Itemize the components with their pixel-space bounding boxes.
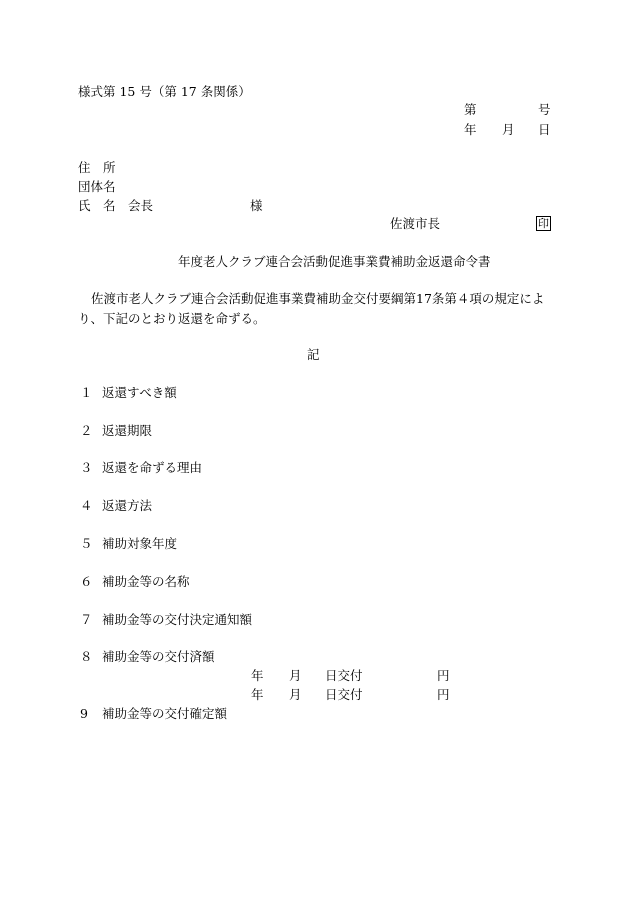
- payment-month: 月: [289, 687, 302, 702]
- honorific: 様: [250, 198, 263, 213]
- body-line-1: 佐渡市老人クラブ連合会活動促進事業費補助金交付要綱第17条第４項の規定によ: [91, 291, 545, 306]
- item-number: ６: [80, 574, 93, 589]
- doc-number-suffix: 号: [538, 102, 551, 117]
- item-label: 返還方法: [102, 498, 153, 513]
- payment-day: 日交付: [325, 687, 363, 702]
- payment-year: 年: [251, 687, 264, 702]
- item-number: １: [80, 385, 93, 400]
- item-number: ２: [80, 423, 93, 438]
- item-number: ７: [80, 612, 93, 627]
- item-label: 補助対象年度: [102, 536, 178, 551]
- item-number: 9: [80, 706, 88, 721]
- date-day: 日: [538, 122, 551, 137]
- issuer: 佐渡市長: [390, 216, 441, 231]
- payment-month: 月: [289, 668, 302, 683]
- item-label: 補助金等の交付確定額: [102, 706, 228, 721]
- date-year: 年: [464, 122, 477, 137]
- item-label: 補助金等の交付済額: [102, 649, 215, 664]
- item-label: 補助金等の交付決定通知額: [102, 612, 253, 627]
- group-label: 団体名: [78, 179, 116, 194]
- item-label: 補助金等の名称: [102, 574, 190, 589]
- body-line-2: り、下記のとおり返還を命ずる。: [78, 311, 266, 326]
- payment-yen: 円: [437, 687, 450, 702]
- item-number: ３: [80, 460, 93, 475]
- item-label: 返還を命ずる理由: [102, 460, 203, 475]
- seal-stamp: 印: [538, 217, 549, 230]
- document-title: 年度老人クラブ連合会活動促進事業費補助金返還命令書: [178, 254, 491, 269]
- address-label: 住 所: [78, 160, 116, 175]
- item-number: ４: [80, 498, 93, 513]
- payment-yen: 円: [437, 668, 450, 683]
- payment-day: 日交付: [325, 668, 363, 683]
- payment-year: 年: [251, 668, 264, 683]
- item-number: ８: [80, 649, 93, 664]
- doc-number-prefix: 第: [464, 102, 477, 117]
- ki-heading: 記: [307, 347, 320, 362]
- item-label: 返還すべき額: [102, 385, 177, 400]
- date-month: 月: [502, 122, 515, 137]
- item-label: 返還期限: [102, 423, 153, 438]
- name-label: 氏 名 会長: [78, 198, 154, 213]
- form-label: 様式第 15 号（第 17 条関係）: [78, 84, 251, 99]
- item-number: ５: [80, 536, 93, 551]
